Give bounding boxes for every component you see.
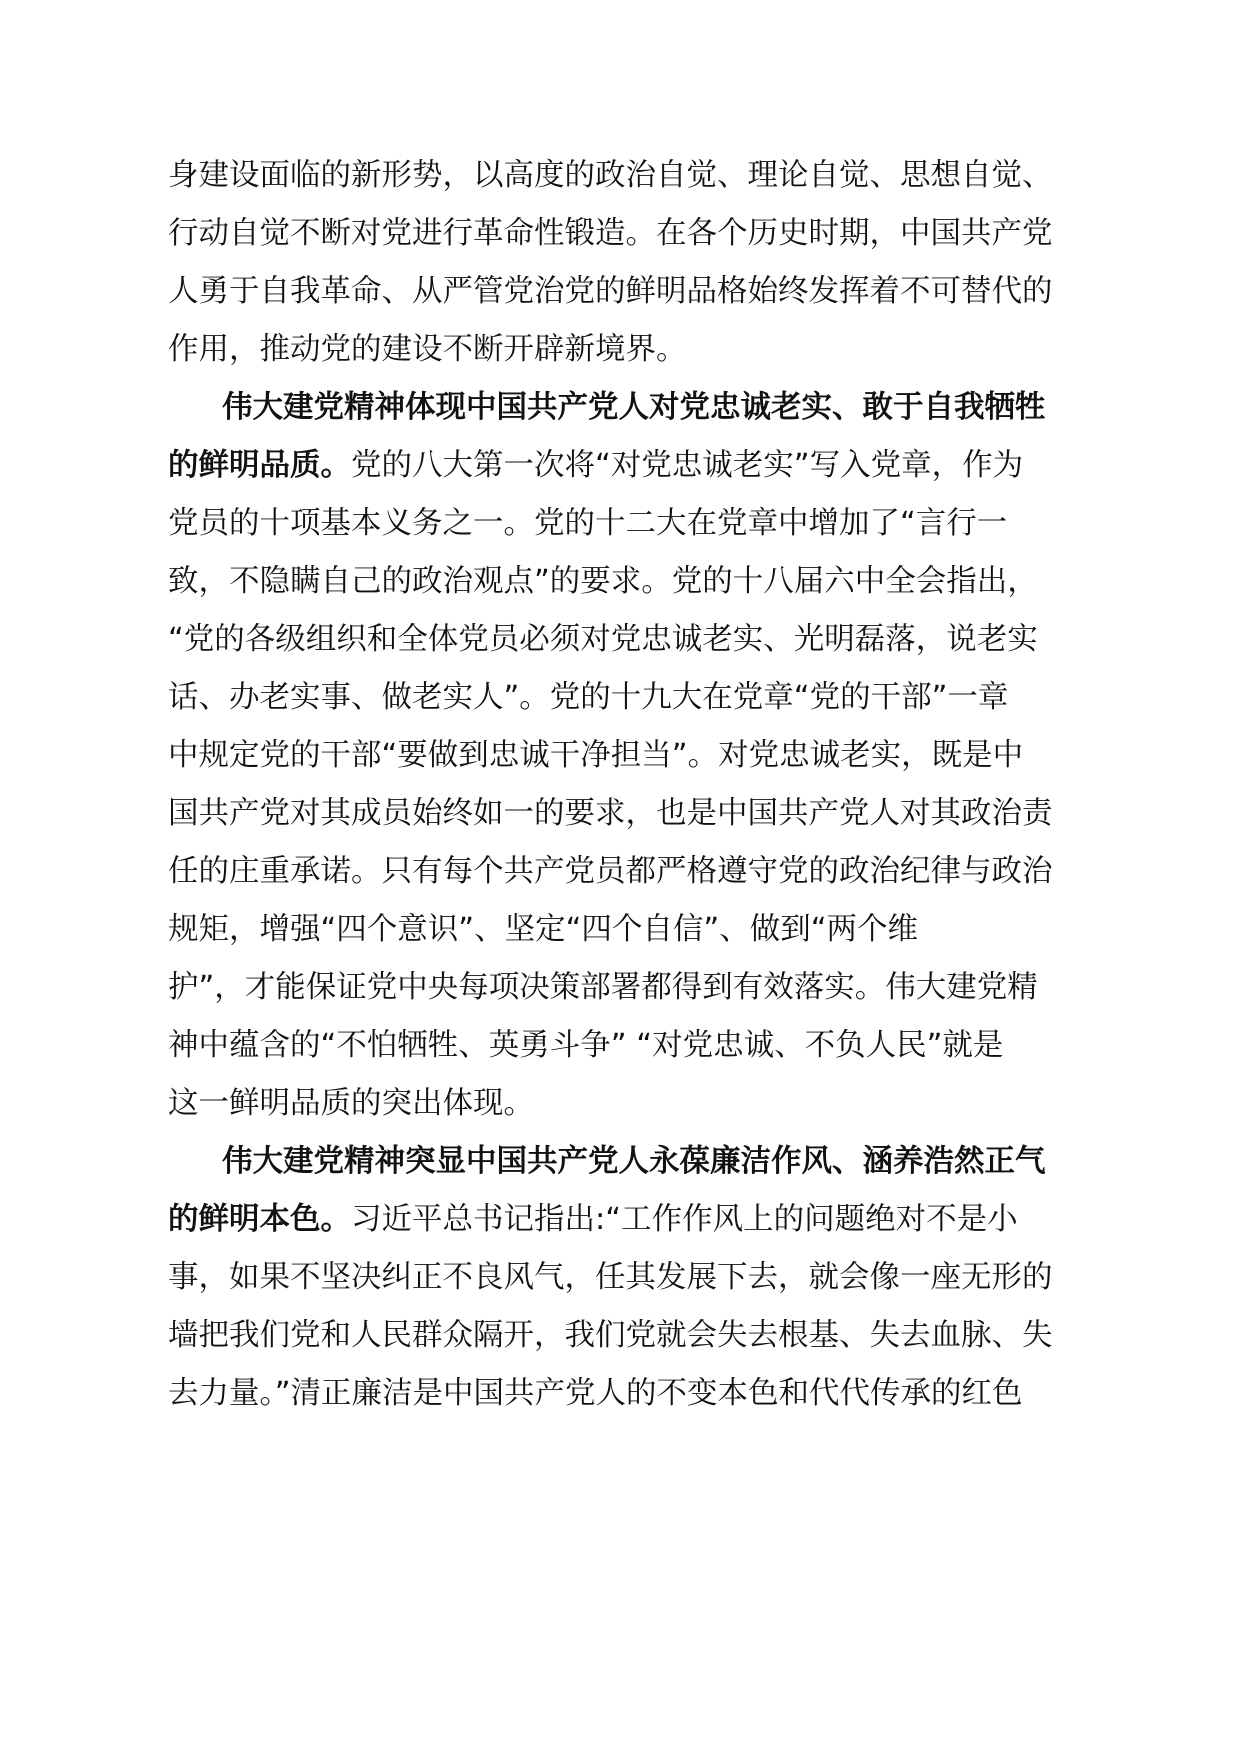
text-line [0, 668, 1240, 728]
line-text: 规矩，增强“四个意识”、坚定“四个自信”、做到“两个维 [168, 912, 919, 947]
line-text: 国共产党对其成员始终如一的要求，也是中国共产党人对其政治责 [168, 796, 1053, 831]
text-line [0, 784, 1240, 844]
line-text: 话、办老实事、做老实人”。党的十九大在党章“党的干部”一章 [168, 680, 1009, 715]
text-line [0, 1248, 1240, 1308]
text-line [0, 958, 1240, 1018]
text-line [0, 1190, 1240, 1250]
bold-heading: 伟大建党精神突显中国共产党人永葆廉洁作风、涵养浩然正气 [222, 1144, 1046, 1179]
line-text: 这一鲜明品质的突出体现。 [168, 1086, 534, 1121]
line-text: 身建设面临的新形势，以高度的政治自觉、理论自觉、思想自觉、 [168, 158, 1053, 193]
line-text: 事，如果不坚决纠正不良风气，任其发展下去，就会像一座无形的 [168, 1260, 1053, 1295]
line-text: 作用，推动党的建设不断开辟新境界。 [168, 332, 687, 367]
line-text: 人勇于自我革命、从严管党治党的鲜明品格始终发挥着不可替代的 [168, 274, 1053, 309]
paragraph-heading-line [0, 378, 1240, 438]
line-text: 党员的十项基本义务之一。党的十二大在党章中增加了“言行一 [168, 506, 1008, 541]
text-line [0, 1074, 1240, 1134]
line-text: 习近平总书记指出:“工作作风上的问题绝对不是小 [351, 1202, 1018, 1237]
line-text: 护”，才能保证党中央每项决策部署都得到有效落实。伟大建党精 [168, 970, 1038, 1005]
line-text: 致，不隐瞒自己的政治观点”的要求。党的十八届六中全会指出， [168, 564, 1038, 599]
text-line [0, 1306, 1240, 1366]
text-line [0, 726, 1240, 786]
text-line [0, 1364, 1240, 1424]
text-line [0, 204, 1240, 264]
text-line [0, 262, 1240, 322]
line-text: 任的庄重承诺。只有每个共产党员都严格遵守党的政治纪律与政治 [168, 854, 1053, 889]
bold-heading: 的鲜明品质。 [168, 448, 351, 483]
text-line [0, 610, 1240, 670]
line-text: 行动自觉不断对党进行革命性锻造。在各个历史时期，中国共产党 [168, 216, 1053, 251]
line-text: “党的各级组织和全体党员必须对党忠诚老实、光明磊落，说老实 [168, 622, 1038, 657]
bold-heading: 伟大建党精神体现中国共产党人对党忠诚老实、敢于自我牺牲 [222, 390, 1046, 425]
bold-heading: 的鲜明本色。 [168, 1202, 351, 1237]
line-text: 神中蕴含的“不怕牺牲、英勇斗争” “对党忠诚、不负人民”就是 [168, 1028, 1004, 1063]
text-line [0, 552, 1240, 612]
line-text: 中规定党的干部“要做到忠诚干净担当”。对党忠诚老实，既是中 [168, 738, 1024, 773]
text-line [0, 146, 1240, 206]
text-line [0, 494, 1240, 554]
text-line [0, 320, 1240, 380]
text-line [0, 900, 1240, 960]
line-text: 墙把我们党和人民群众隔开，我们党就会失去根基、失去血脉、失 [168, 1318, 1053, 1353]
text-line [0, 436, 1240, 496]
line-text: 去力量。”清正廉洁是中国共产党人的不变本色和代代传承的红色 [168, 1376, 1023, 1411]
text-line [0, 1016, 1240, 1076]
paragraph-heading-line [0, 1132, 1240, 1192]
line-text: 党的八大第一次将“对党忠诚老实”写入党章，作为 [351, 448, 1024, 483]
text-line [0, 842, 1240, 902]
